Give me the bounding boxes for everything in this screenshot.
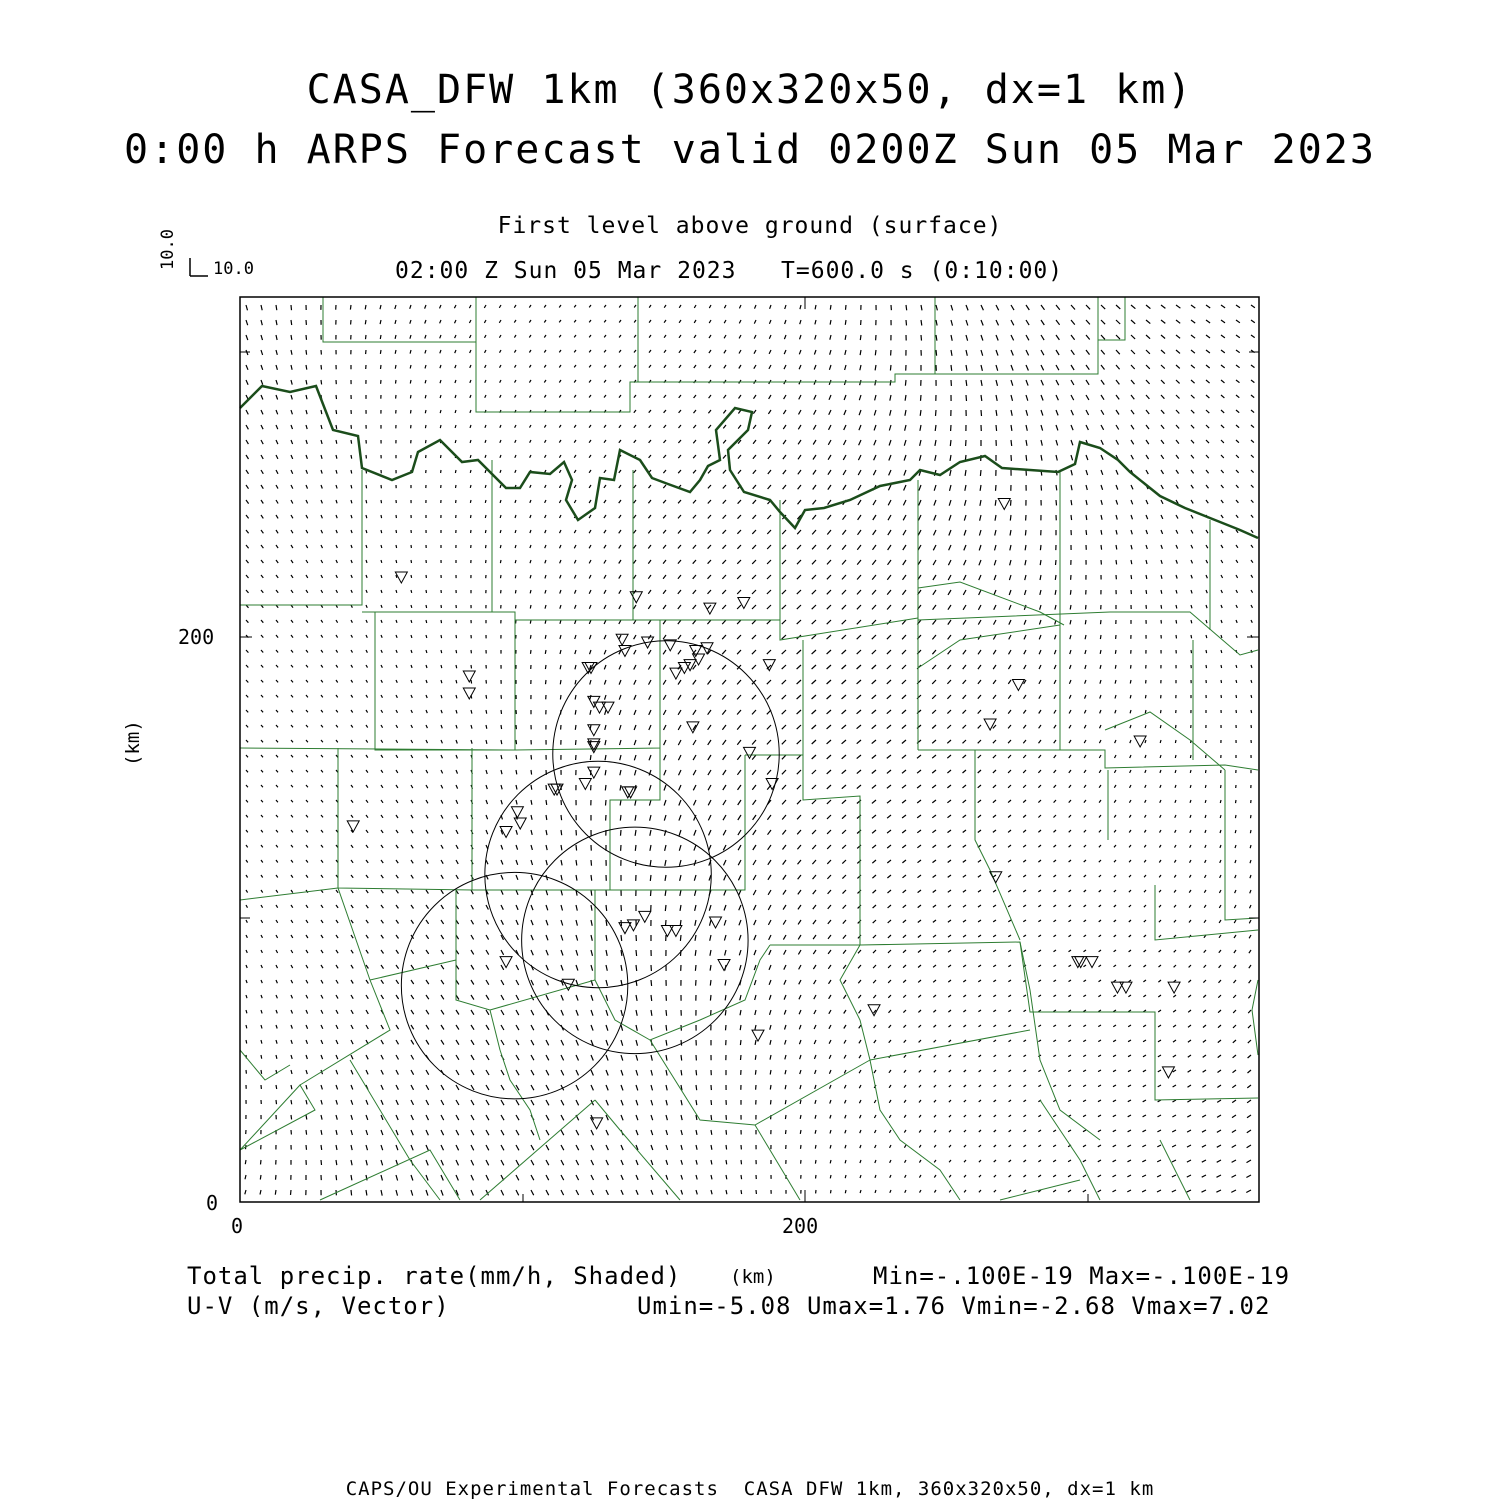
station-marker	[1120, 982, 1132, 993]
station-marker	[710, 917, 722, 928]
station-marker	[588, 767, 600, 778]
station-marker	[670, 926, 682, 937]
map-title: CASA_DFW 1km (360x320x50, dx=1 km)	[306, 67, 1194, 113]
station-marker	[1134, 736, 1146, 747]
station-marker	[684, 660, 696, 671]
level-label: First level above ground (surface)	[497, 213, 1003, 239]
station-marker	[763, 660, 775, 671]
x-tick-label-0: 0	[231, 1214, 244, 1238]
station-marker	[718, 959, 730, 970]
station-marker	[511, 807, 523, 818]
y-axis-label: (km)	[122, 720, 144, 766]
station-marker	[1168, 982, 1180, 993]
station-marker	[639, 911, 651, 922]
uv-stats-readout: Umin=-5.08 Umax=1.76 Vmin=-2.68 Vmax=7.02	[637, 1292, 1271, 1320]
forecast-valid-time: 0:00 h ARPS Forecast valid 0200Z Sun 05 Mar 2023	[124, 127, 1376, 173]
station-marker	[579, 778, 591, 789]
y-tick-label-200: 200	[178, 625, 215, 649]
radar-ring-3	[522, 827, 748, 1053]
vector-field-label: U-V (m/s, Vector)	[187, 1292, 450, 1320]
radar-range-rings	[401, 641, 779, 1099]
station-marker	[984, 719, 996, 730]
shaded-field-label: Total precip. rate(mm/h, Shaded)	[187, 1262, 682, 1290]
station-marker	[463, 671, 475, 682]
station-marker	[588, 742, 600, 753]
station-marker	[704, 603, 716, 614]
station-marker	[998, 498, 1010, 509]
min-max-readout: Min=-.100E-19 Max=-.100E-19	[873, 1262, 1291, 1290]
station-marker	[1086, 957, 1098, 968]
station-marker	[1111, 982, 1123, 993]
county-lines	[240, 297, 1258, 1200]
station-marker	[752, 1030, 764, 1041]
station-marker	[602, 702, 614, 713]
station-marker	[661, 926, 673, 937]
station-marker	[868, 1005, 880, 1016]
x-axis-label: (km)	[730, 1266, 776, 1288]
station-marker	[514, 818, 526, 829]
reference-vector-v-label: 10.0	[158, 229, 178, 270]
state-border	[240, 386, 1258, 538]
station-marker	[1162, 1067, 1174, 1078]
x-tick-label-200: 200	[782, 1214, 819, 1238]
time-label: 02:00 Z Sun 05 Mar 2023 T=600.0 s (0:10:00)	[395, 258, 1064, 284]
footer-credit: CAPS/OU Experimental Forecasts CASA DFW 1km, 360x320x50, dx=1 km	[345, 1478, 1155, 1500]
station-marker	[670, 668, 682, 679]
station-marker	[463, 688, 475, 699]
station-marker	[687, 722, 699, 733]
reference-vector-icon	[190, 258, 208, 276]
station-marker	[630, 592, 642, 603]
station-marker	[1012, 679, 1024, 690]
reference-vector-u-label: 10.0	[213, 259, 254, 279]
station-marker	[588, 725, 600, 736]
station-marker	[616, 634, 628, 645]
station-marker	[347, 821, 359, 832]
station-marker	[619, 923, 631, 934]
radar-ring-1	[485, 761, 711, 987]
y-tick-label-0: 0	[206, 1191, 219, 1215]
radar-ring-2	[401, 872, 627, 1098]
